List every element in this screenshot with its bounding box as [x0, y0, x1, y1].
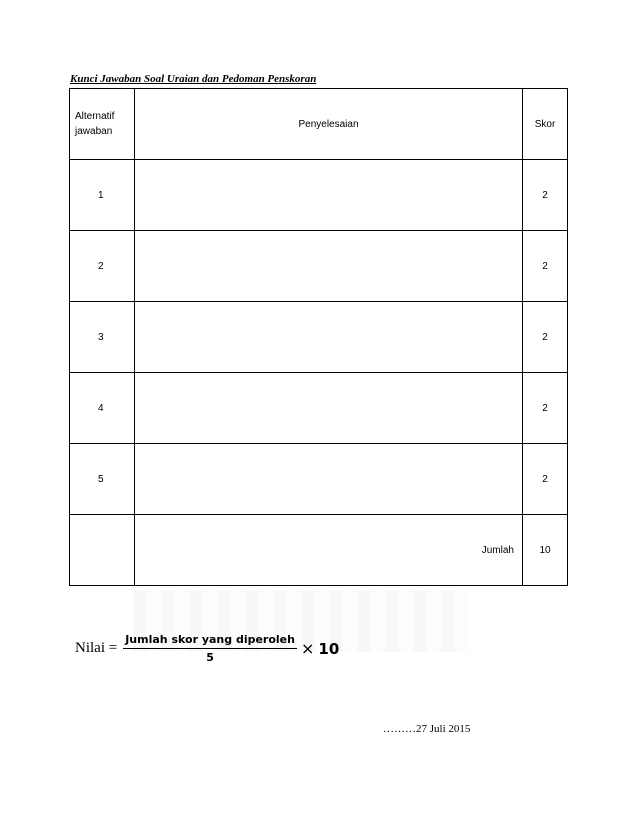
row-number: 5 [70, 444, 135, 515]
row-score: 2 [523, 231, 568, 302]
total-label: Jumlah [135, 515, 523, 586]
row-number: 2 [70, 231, 135, 302]
table-row [70, 444, 568, 515]
header-solution: Penyelesaian [135, 89, 523, 160]
row-solution [135, 444, 523, 515]
total-empty-cell [70, 515, 135, 586]
row-score: 2 [523, 373, 568, 444]
row-solution [135, 160, 523, 231]
formula-numerator: Jumlah skor yang diperoleh [123, 633, 297, 649]
table-row [70, 160, 568, 231]
row-solution [135, 373, 523, 444]
header-alternative [70, 89, 135, 160]
table-row [70, 302, 568, 373]
row-number: 3 [70, 302, 135, 373]
score-formula [75, 633, 339, 664]
table-header-row [70, 89, 568, 160]
signature-date: ………27 Juli 2015 [383, 723, 471, 735]
row-score: 2 [523, 302, 568, 373]
row-solution [135, 302, 523, 373]
table-row [70, 373, 568, 444]
header-alternative-line1: Alternatif [75, 111, 115, 122]
total-score: 10 [523, 515, 568, 586]
answer-key-table [69, 88, 568, 586]
formula-operator: × [300, 639, 315, 658]
document-title: Kunci Jawaban Soal Uraian dan Pedoman Penskoran [70, 73, 317, 85]
row-number: 4 [70, 373, 135, 444]
table-row [70, 231, 568, 302]
header-score: Skor [523, 89, 568, 160]
formula-label: Nilai = [75, 640, 118, 656]
formula-fraction [123, 633, 297, 664]
row-solution [135, 231, 523, 302]
total-row [70, 515, 568, 586]
header-alternative-line2: jawaban [75, 126, 113, 137]
row-number: 1 [70, 160, 135, 231]
row-score: 2 [523, 444, 568, 515]
row-score: 2 [523, 160, 568, 231]
formula-denominator: 5 [206, 651, 214, 664]
formula-multiplier: 10 [318, 639, 340, 658]
